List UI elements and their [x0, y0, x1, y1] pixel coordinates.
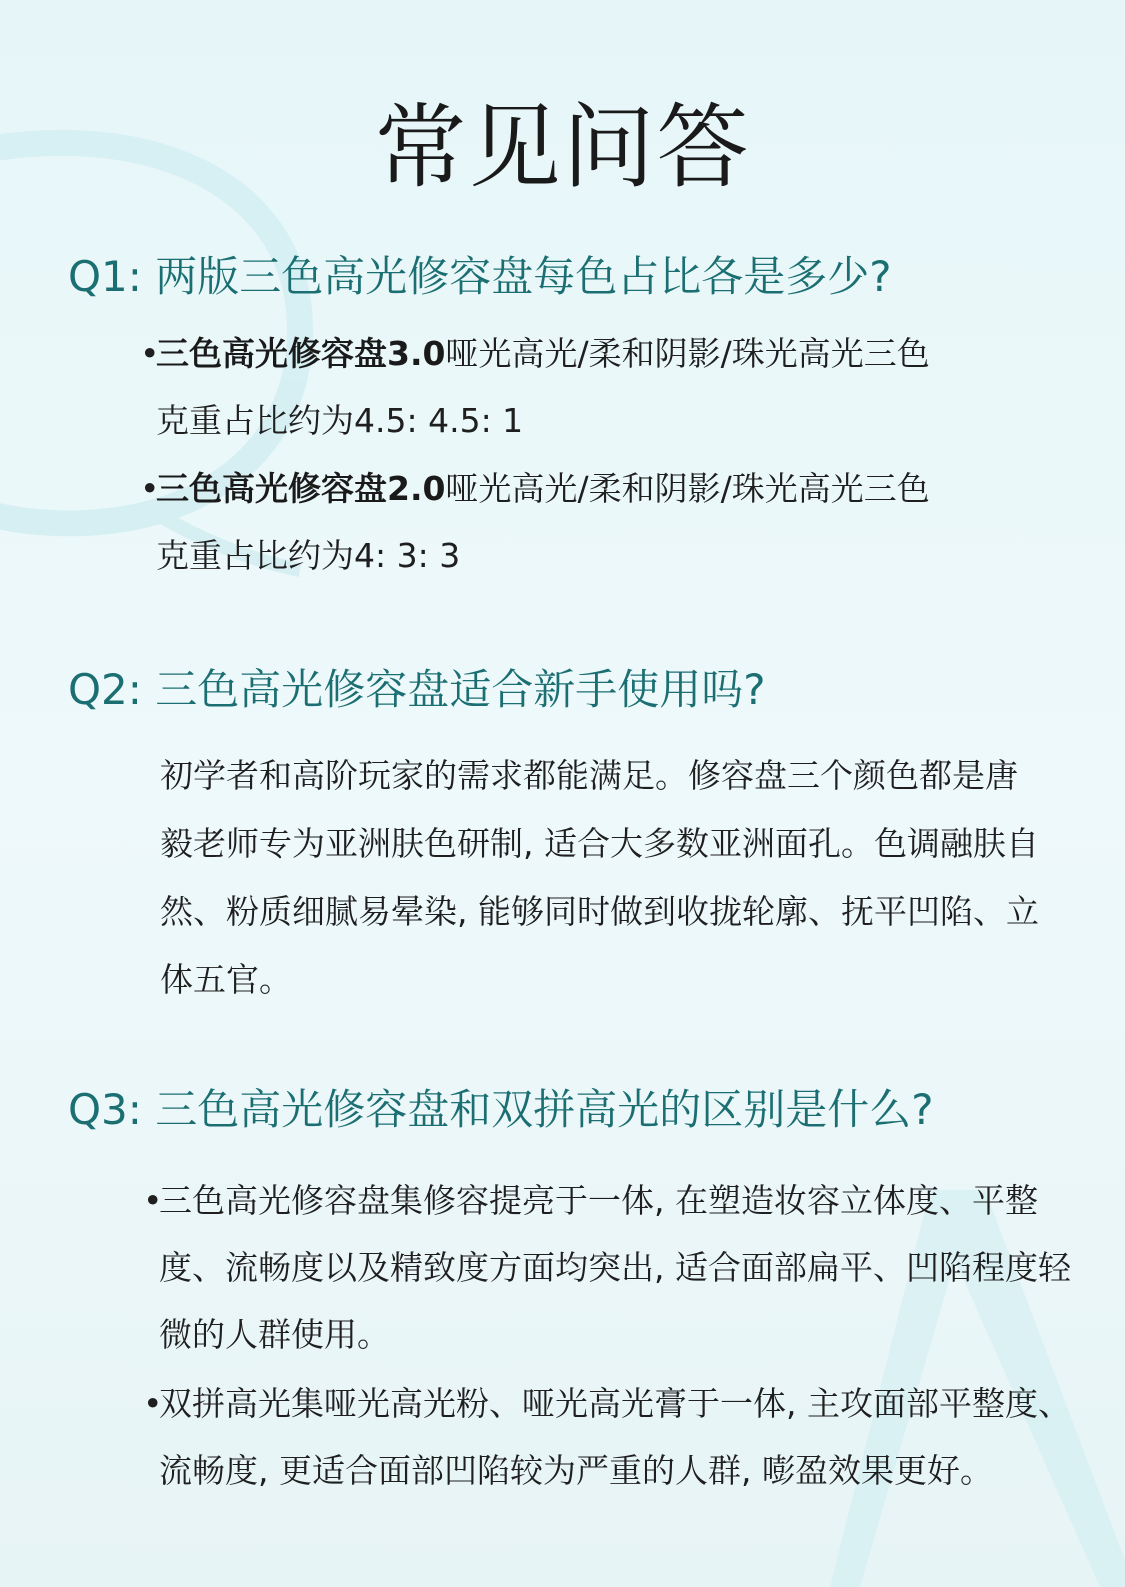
bullet-item — [140, 320, 1070, 454]
bullet-item — [143, 1167, 1073, 1368]
answer-line: 体五官。 — [160, 960, 292, 999]
question-2: Q2: 三色高光修容盘适合新手使用吗? — [68, 665, 766, 714]
answer-line: 初学者和高阶玩家的需求都能满足。修容盘三个颜色都是唐 — [160, 756, 1018, 795]
bullet-item — [143, 1370, 1073, 1504]
bullet-dot: • — [143, 1181, 163, 1220]
answer-paragraph — [160, 742, 1060, 1014]
bullet-item — [140, 455, 1070, 589]
bullet-dot: • — [143, 1384, 163, 1423]
product-name: 三色高光修容盘2.0 — [156, 469, 446, 508]
bullet-continuation: 克重占比约为4.5: 4.5: 1 — [156, 401, 524, 440]
bullet-line: 流畅度, 更适合面部凹陷较为严重的人群, 嘭盈效果更好。 — [159, 1451, 993, 1490]
bullet-line: 微的人群使用。 — [159, 1315, 390, 1354]
page-title: 常见问答 — [374, 93, 751, 201]
bullet-dot: • — [140, 469, 160, 508]
answer-line: 毅老师专为亚洲肤色研制, 适合大多数亚洲面孔。色调融肤自 — [160, 824, 1039, 863]
bullet-continuation: 克重占比约为4: 3: 3 — [156, 536, 461, 575]
question-3: Q3: 三色高光修容盘和双拼高光的区别是什么? — [68, 1085, 934, 1134]
bullet-text: 哑光高光/柔和阴影/珠光高光三色 — [445, 469, 930, 508]
bullet-line: 度、流畅度以及精致度方面均突出, 适合面部扁平、凹陷程度轻 — [159, 1248, 1071, 1287]
answer-line: 然、粉质细腻易晕染, 能够同时做到收拢轮廓、抚平凹陷、立 — [160, 892, 1039, 931]
bullet-text: 哑光高光/柔和阴影/珠光高光三色 — [445, 334, 930, 373]
product-name: 三色高光修容盘3.0 — [156, 334, 446, 373]
bullet-dot: • — [140, 334, 160, 373]
question-1: Q1: 两版三色高光修容盘每色占比各是多少? — [68, 252, 892, 301]
bullet-line: 三色高光修容盘集修容提亮于一体, 在塑造妆容立体度、平整 — [159, 1181, 1038, 1220]
bullet-line: 双拼高光集哑光高光粉、哑光高光膏于一体, 主攻面部平整度、 — [159, 1384, 1071, 1423]
